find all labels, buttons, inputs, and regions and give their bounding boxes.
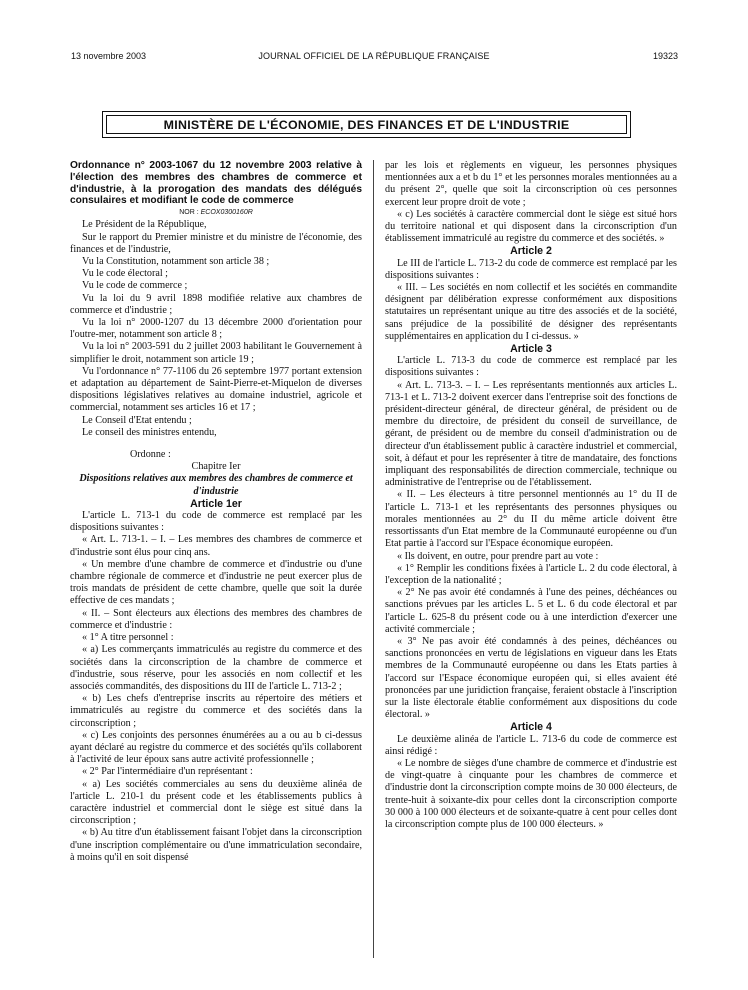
paragraph: « Art. L. 713-1. – I. – Les membres des chambres de commerce et d'industrie sont élus pour cinq ans. — [70, 534, 362, 558]
paragraph: L'article L. 713-3 du code de commerce est remplacé par les dispositions suivantes : — [385, 355, 677, 379]
ordinance-title: Ordonnance n° 2003-1067 du 12 novembre 2003 relative à l'élection des membres des chambres de commerce et d'industrie, à la prorogation des mandats des délégués consulaires et modifiant le code de commerce — [70, 160, 362, 207]
paragraph: Le III de l'article L. 713-2 du code de commerce est remplacé par les dispositions suivantes : — [385, 257, 677, 281]
paragraph: Vu la loi n° 2000-1207 du 13 décembre 2000 d'orientation pour l'outre-mer, notamment son article 8 ; — [70, 317, 362, 341]
paragraph: Le deuxième alinéa de l'article L. 713-6 du code de commerce est ainsi rédigé : — [385, 733, 677, 757]
header-page-number: 19323 — [652, 51, 678, 61]
paragraph: Vu la loi du 9 avril 1898 modifiée relative aux chambres de commerce et d'industrie ; — [70, 292, 362, 316]
article-heading: Article 4 — [510, 721, 552, 734]
paragraph: « II. – Les électeurs à titre personnel mentionnés au 1° du II de l'article L. 713-1 et les représentants des personnes physiques ou morales mentionnées au 2° du II du même article doivent être ressortissants d'un Etat membre de la Communauté européenne ou d'un Etat partie à l'accord sur l'Espace économique européen. — [385, 489, 677, 550]
paragraph: Vu l'ordonnance n° 77-1106 du 26 septembre 1977 portant extension et adaptation au département de Saint-Pierre-et-Miquelon de diverses dispositions législatives relatives au domaine industriel, agricole et commercial, notamment ses articles 16 et 17 ; — [70, 365, 362, 414]
header-date: 13 novembre 2003 — [71, 51, 147, 61]
paragraph: Vu la Constitution, notamment son article 38 ; — [82, 256, 270, 267]
paragraph: « Un membre d'une chambre de commerce et d'industrie ou d'une chambre régionale de commerce et d'industrie ne peut exercer plus de trois mandats de président de cette chambre, quelle que soit la durée effective de ces mandats ; — [70, 558, 362, 607]
chapter-title: Dispositions relatives aux membres des chambres de commerce et d'industrie — [79, 473, 353, 497]
paragraph: L'article L. 713-1 du code de commerce est remplacé par les dispositions suivantes : — [70, 510, 362, 534]
paragraph: Le Conseil d'Etat entendu ; — [82, 414, 192, 426]
paragraph: Le conseil des ministres entendu, — [82, 426, 217, 438]
paragraph: « Le nombre de sièges d'une chambre de commerce et d'industrie est de vingt-quatre à cinquante pour les chambres de commerce et d'industrie dont la circonscription compte moins de 30 000 électeurs, de trente-huit à soixante-dix pour celles dont la circonscription comporte 30 000 à 100 000 électeurs et de soixante-quatre à cent pour celles dont la circonscription compte plus de 100 000 électeurs. » — [385, 757, 677, 830]
paragraph: « Ils doivent, en outre, pour prendre part au vote : — [397, 550, 599, 562]
paragraph: « 1° A titre personnel : — [82, 632, 174, 644]
paragraph: « II. – Sont électeurs aux élections des membres des chambres de commerce et d'industrie : — [70, 607, 362, 631]
column-divider — [373, 160, 374, 958]
nor-reference — [70, 207, 362, 219]
paragraph: « 3° Ne pas avoir été condamnés à des peines, déchéances ou sanctions prononcées en vertu de législations en vigueur dans les Etats membres de la Communauté européenne ou dans les Etats parties à l'accord sur l'Espace économique européen qui, si elles avaient été prononcées par une juridiction française, feraient obstacle à l'inscription sur la liste électorale établie conformément aux dispositions du code électoral. » — [385, 635, 677, 721]
paragraph: « b) Au titre d'un établissement faisant l'objet dans la circonscription d'une inscription complémentaire ou d'une immatriculation secondaire, à moins qu'il en soit dispensé — [70, 827, 362, 863]
paragraph: Le Président de la République, — [82, 219, 207, 231]
ordonne-text: Ordonne : — [130, 449, 171, 461]
paragraph: « c) Les sociétés à caractère commercial dont le siège est situé hors du territoire national et qui disposent dans la circonscription d'un établissement immatriculé au registre du commerce et des sociétés. » — [385, 208, 677, 245]
paragraph: « III. – Les sociétés en nom collectif et les sociétés en commandite désignent par délibération expresse conformément aux dispositions statutaires un représentant unique au titre des associés et de la société, sans préjudice de la possibilité de désigner des représentants supplémentaires en application du I ci-dessus. » — [385, 282, 677, 342]
paragraph: « 2° Par l'intermédiaire d'un représentant : — [82, 766, 253, 778]
paragraph: Vu le code de commerce ; — [82, 280, 188, 292]
paragraph: « c) Les conjoints des personnes énumérées au a ou au b ci-dessus ayant déclaré au registre du commerce et des sociétés qu'ils collaborent à l'activité de leur époux sans autre activité professionnelle ; — [70, 729, 362, 766]
paragraph: Vu le code électoral ; — [82, 268, 168, 280]
paragraph: par les lois et règlements en vigueur, les personnes physiques mentionnées aux a et b du 1° et les personnes morales mentionnées au a du présent 2°, quelle que soit la circonscription où ces personnes exercent leur propre droit de vote ; — [385, 160, 677, 208]
page-header — [0, 51, 748, 65]
paragraph: Vu la loi n° 2003-591 du 2 juillet 2003 habilitant le Gouvernement à simplifier le droit, notamment son article 19 ; — [70, 341, 362, 365]
paragraph: « a) Les sociétés commerciales au sens du deuxième alinéa de l'article L. 210-1 du présent code et les établissements publics à caractère industriel et commercial dont le siège est situé dans la circonscription ; — [70, 778, 362, 827]
ministry-banner — [102, 111, 631, 138]
article-heading: Article 1er — [190, 497, 242, 510]
right-column — [385, 160, 677, 831]
header-journal-title: JOURNAL OFFICIEL DE LA RÉPUBLIQUE FRANÇAISE — [258, 51, 490, 61]
nor-label: NOR : — [179, 209, 199, 217]
paragraph: « a) Les commerçants immatriculés au registre du commerce et des sociétés dans la circonscription de la chambre de commerce et d'industrie, sous réserve, pour les associés en nom collectif et les associés commandités, des dispositions du III de l'article L. 713-2 ; — [70, 644, 362, 692]
ministry-title: MINISTÈRE DE L'ÉCONOMIE, DES FINANCES ET DE L'INDUSTRIE — [106, 115, 627, 134]
paragraph: Sur le rapport du Premier ministre et du ministre de l'économie, des finances et de l'industrie, — [70, 231, 362, 255]
chapter-heading: Chapitre Ier — [191, 461, 241, 473]
nor-code: ECOX0300160R — [200, 209, 253, 217]
left-column — [70, 160, 362, 864]
paragraph: « b) Les chefs d'entreprise inscrits au répertoire des métiers et immatriculés au registre du commerce et des sociétés dans la circonscription ; — [70, 693, 362, 729]
paragraph: « Art. L. 713-3. – I. – Les représentants mentionnés aux articles L. 713-1 et L. 713-2 doivent exercer dans l'entreprise soit des fonctions de président-directeur général, de directeur général, de président ou de membre du directoire, de président du conseil de surveillance, de gérant, de président ou de membre du conseil d'administration ou de directeur d'un établissement public à caractère industriel et commercial, soit, à défaut et pour les représenter à titre de mandataire, des fonctions impliquant des responsabilités de direction commerciale, technique ou administrative de l'entreprise ou de l'établissement. — [385, 379, 677, 489]
paragraph: « 1° Remplir les conditions fixées à l'article L. 2 du code électoral, à l'exception de la nationalité ; — [385, 562, 677, 586]
article-heading: Article 2 — [510, 245, 552, 258]
article-heading: Article 3 — [510, 343, 552, 356]
paragraph: « 2° Ne pas avoir été condamnés à l'une des peines, déchéances ou sanctions prévues par les articles L. 5 et L. 6 du code électoral et par l'article L. 625-8 du présent code ou à une interdiction d'exercer une activité commerciale ; — [385, 587, 677, 635]
